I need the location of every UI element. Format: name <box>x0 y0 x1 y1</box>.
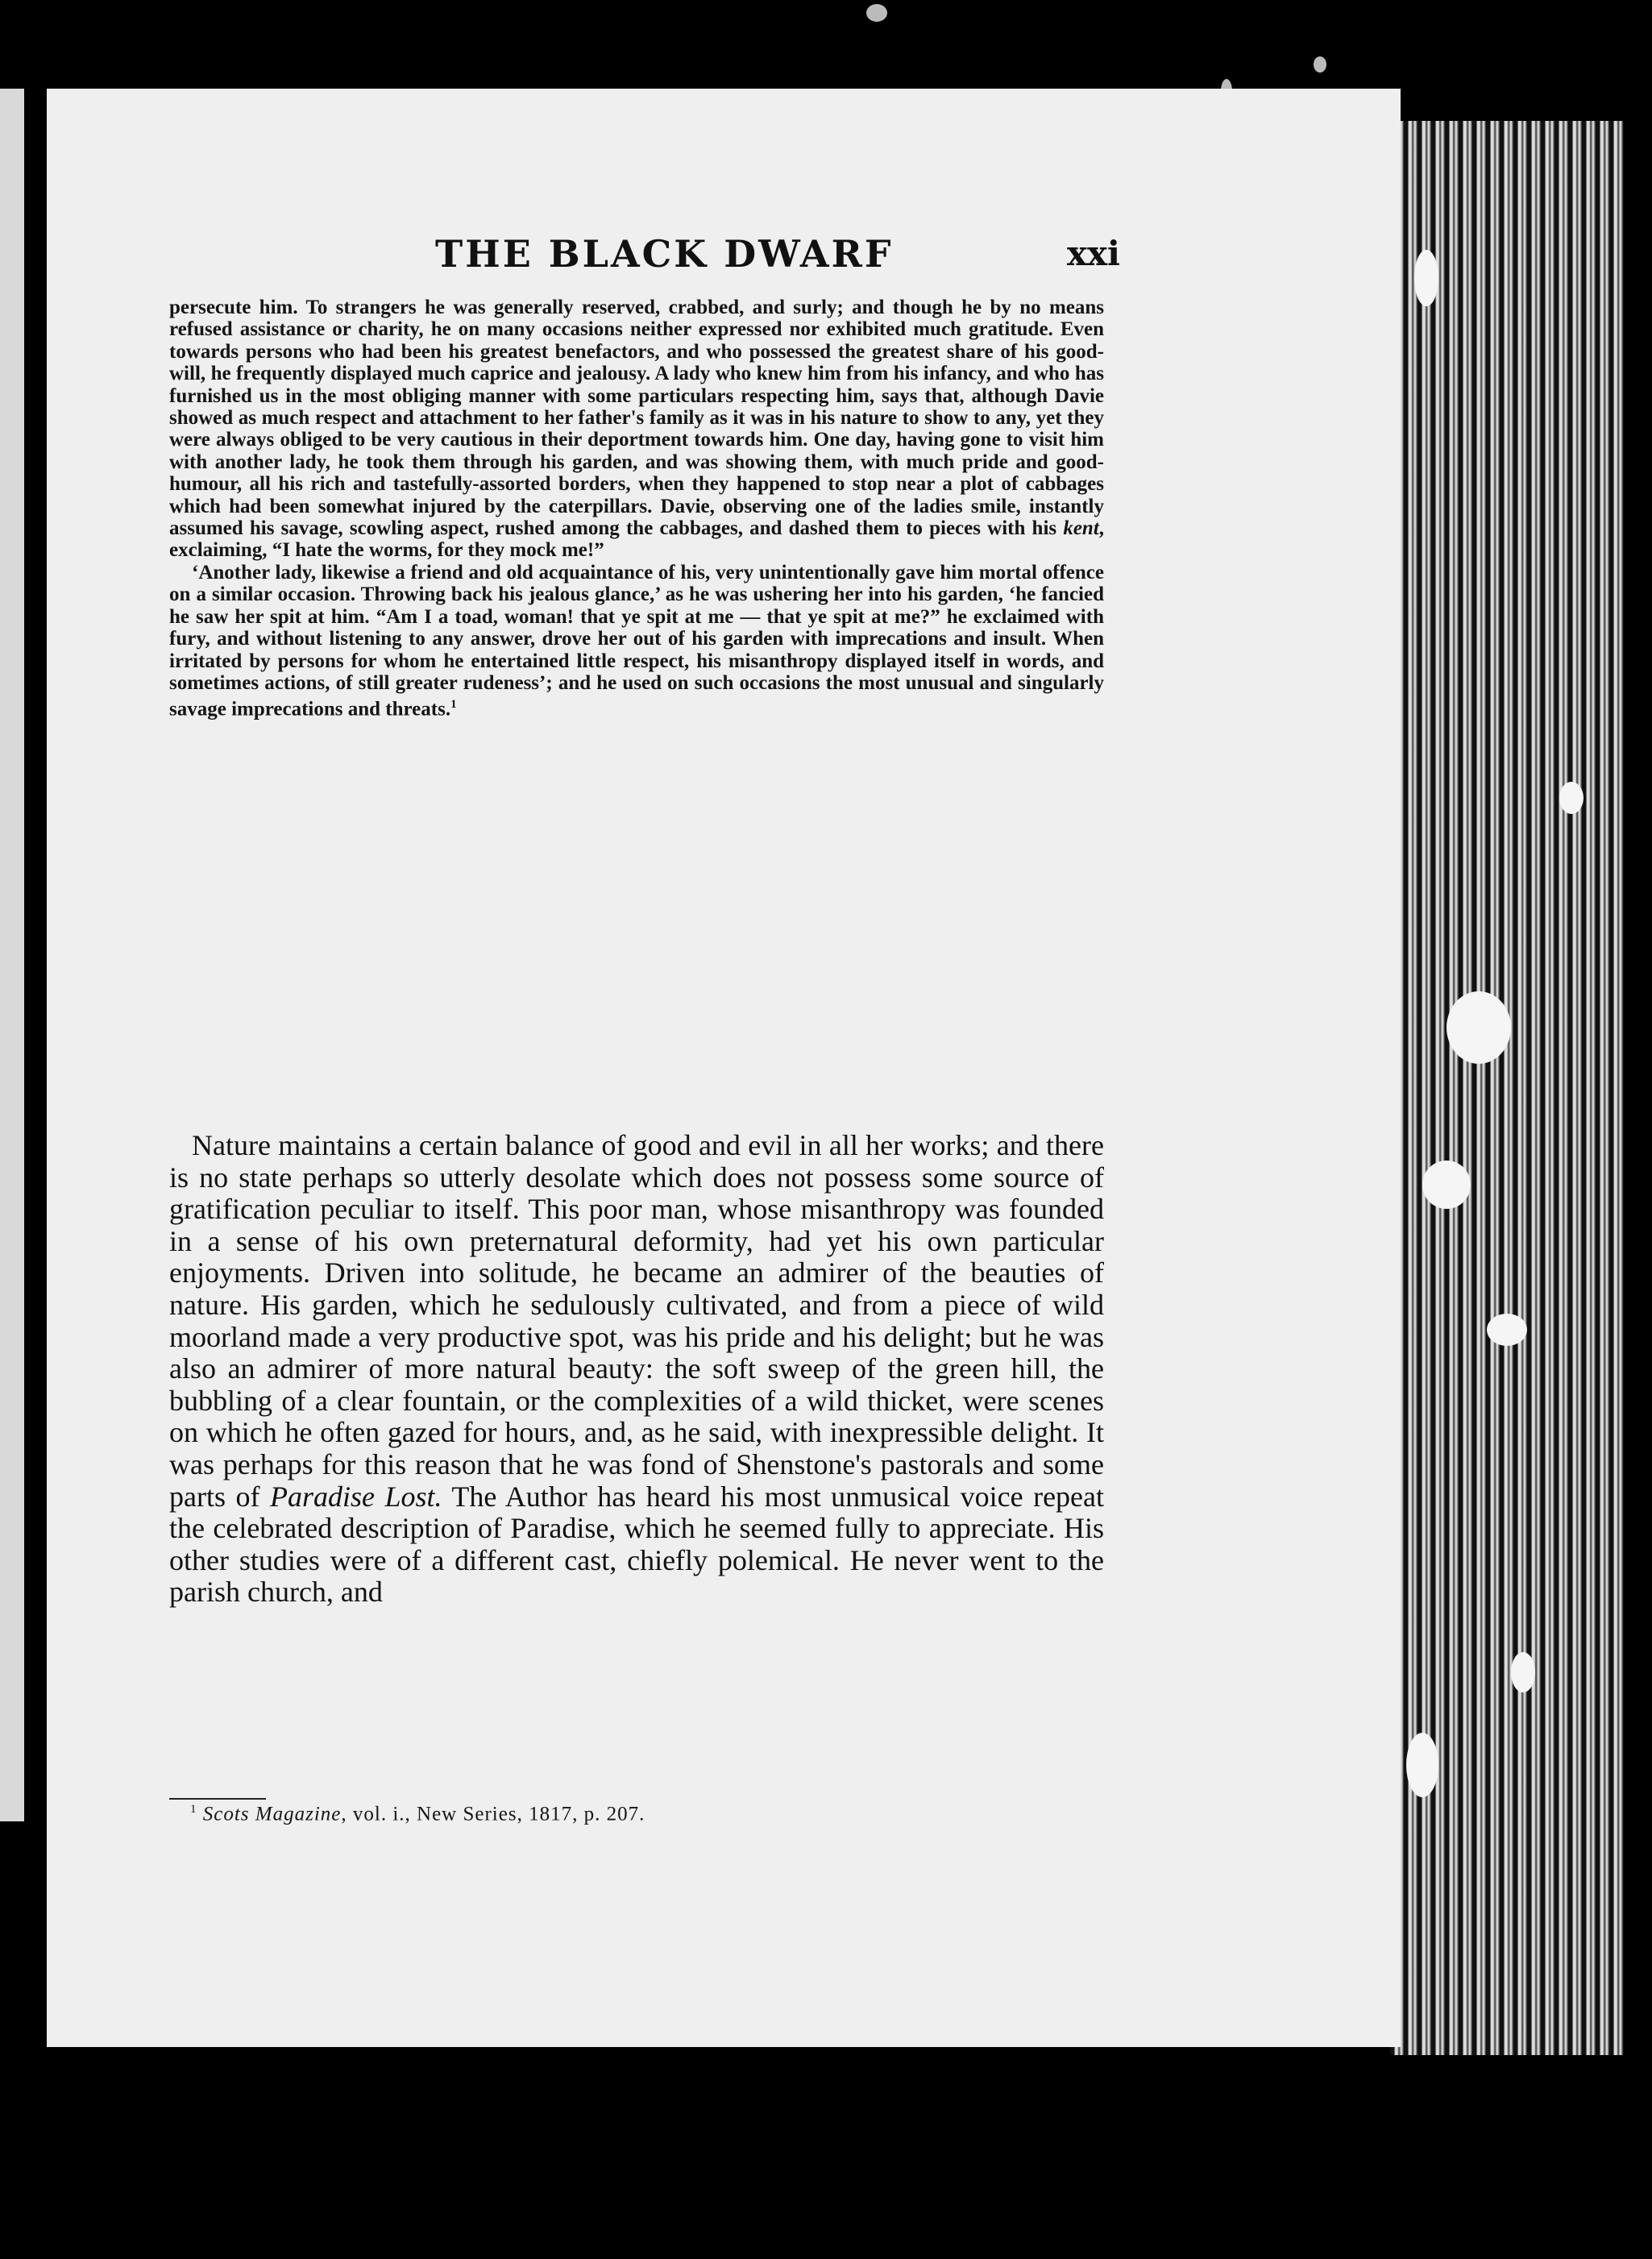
extract-paragraph-text: persecute him. To strangers he was generally reserved, crabbed, and surly; and though he by no means refused assistance or charity, he on many occasions neither expressed nor exhibited much gratitude. Even towards persons who had been his greatest benefactors, and who possessed the greatest share of his good-will, he frequently displayed much caprice and jealousy. A lady who knew him from his infancy, and who has furnished us in the most obliging manner with some particulars respecting him, says that, although Davie showed as much respect and attachment to her father's family as it was in his nature to show to any, yet they were always obliged to be very cautious in their deportment towards him. One day, having gone to visit him with another lady, he took them through his garden, and was showing them, with much pride and good-humour, all his rich and tastefully-assorted borders, when they happened to stop near a plot of cabbages which had been somewhat injured by the caterpillars. Davie, observing one of the ladies smile, instantly assumed his savage, scowling aspect, rushed among the cabbages, and dashed them to pieces with his <box>169 297 1104 540</box>
body-paragraph-text: Nature maintains a certain balance of good and evil in all her works; and there is no state perhaps so utterly desolate which does not possess some source of gratification peculiar to itself. This poor man, whose misanthropy was founded in a sense of his own preternatural deformity, had yet his own particular enjoyments. Driven into solitude, he became an admirer of the beauties of nature. His garden, which he sedulously cultivated, and from a piece of wild moorland made a very productive spot, was his pride and his delight; but he was also an admirer of more natural beauty: the soft sweep of the green hill, the bubbling of a clear fountain, or the complexities of a wild thicket, were scenes on which he often gazed for hours, and, as he said, with inexpressible delight. It was perhaps for this reason that he was fond of Shenstone's pastorals and some parts of <box>169 1129 1104 1513</box>
footnote-marker: 1 <box>190 1803 197 1816</box>
quoted-extract <box>169 297 1104 720</box>
paradise-lost-title: Paradise Lost. <box>269 1480 442 1513</box>
extract-paragraph <box>169 562 1104 720</box>
extract-paragraph-end: , exclaiming, “I hate the worms, for they mock me!” <box>169 517 1105 562</box>
footnote <box>190 1803 1109 1825</box>
footnote-rule <box>169 1798 266 1800</box>
kent-term: kent <box>1063 517 1099 540</box>
page-number: xxi <box>1066 234 1120 273</box>
footnote-details: , vol. i., New Series, 1817, p. 207. <box>341 1803 645 1825</box>
footnote-reference: 1 <box>450 698 457 712</box>
adjacent-page-edge <box>0 89 24 1821</box>
book-fore-edge <box>1390 121 1624 2055</box>
scan-speck <box>1314 56 1326 73</box>
footnote-source: Scots Magazine <box>202 1803 342 1825</box>
extract-paragraph-text: ‘Another lady, likewise a friend and old acquaintance of his, very unintentionally gave him mortal offence on a similar occasion. Throwing back his jealous glance,’ as he was ushering her into his garden, ‘he fancied he saw her spit at him. “Am I a toad, woman! that ye spit at me — that ye spit at me?” he exclaimed with fury, and without listening to any answer, drove her out of his garden with imprecations and insult. When irritated by persons for whom he entertained little respect, his misanthropy displayed itself in words, and sometimes actions, of still greater rudeness’; and he used on such occasions the most unusual and singularly savage imprecations and threats. <box>169 561 1104 720</box>
body-paragraph-text-end: The Author has heard his most unmusical voice repeat the celebrated description of Paradise, which he seemed fully to appreciate. His other studies were of a different cast, chiefly polemical. He never went to the parish church, and <box>169 1480 1105 1609</box>
body-text <box>169 1130 1104 1609</box>
scan-speck <box>866 4 887 22</box>
book-title: THE BLACK DWARF <box>435 232 894 276</box>
extract-paragraph <box>169 297 1104 562</box>
body-paragraph <box>169 1130 1104 1609</box>
